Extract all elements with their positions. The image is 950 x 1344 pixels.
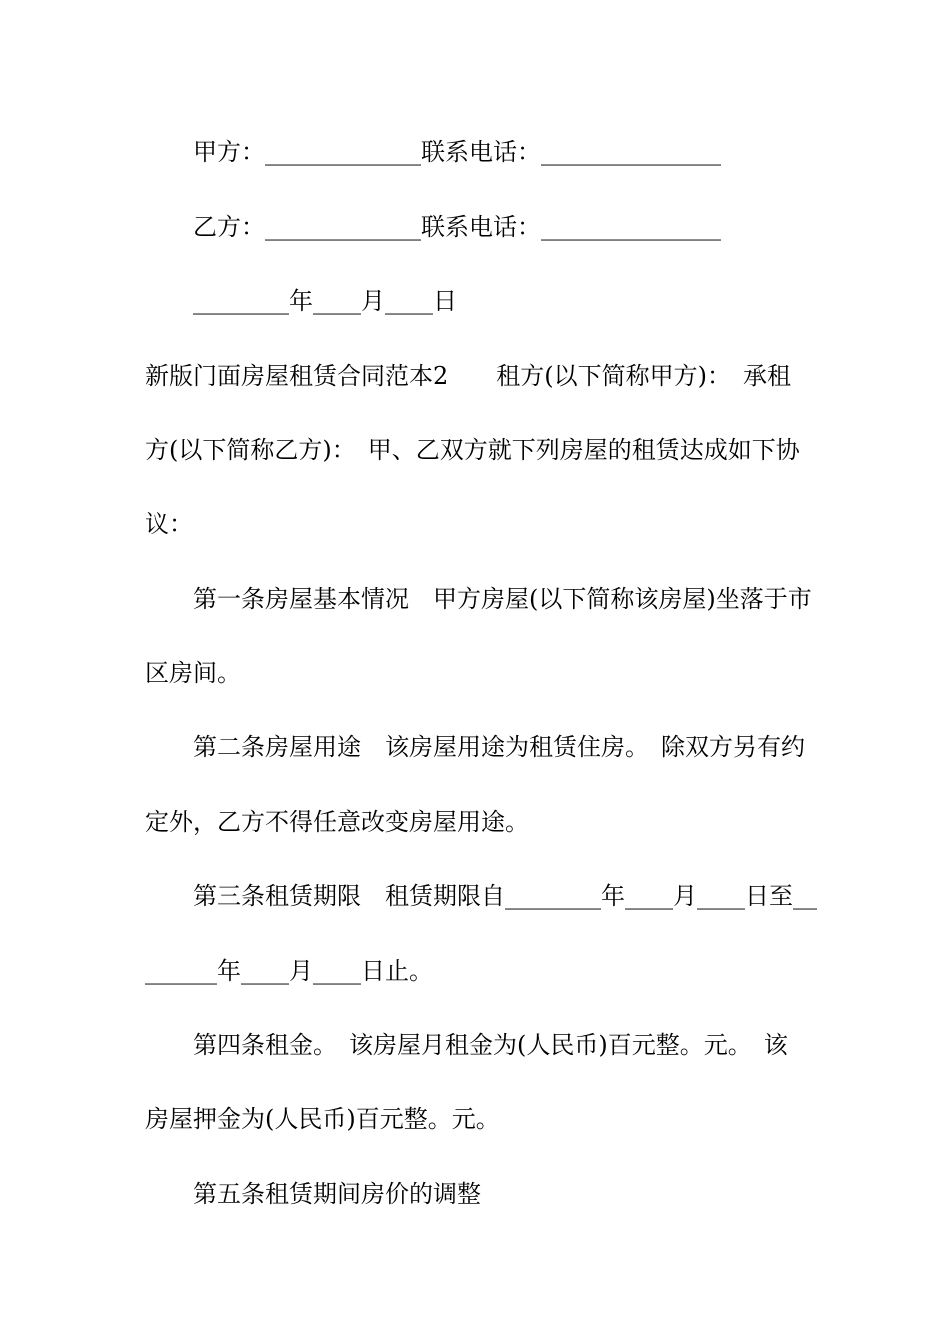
clause-3-heading-line: 第三条租赁期限 租赁期限自________年____月____日至__	[193, 882, 817, 910]
contract-title-line: 新版门面房屋租赁合同范本2 租方(以下简称甲方)： 承租	[145, 362, 791, 390]
paragraph-line: 议：	[145, 510, 193, 538]
clause-2-heading-line: 第二条房屋用途 该房屋用途为租赁住房。 除双方另有约	[193, 733, 805, 761]
paragraph-line: 方(以下简称乙方)： 甲、乙双方就下列房屋的租赁达成如下协	[145, 436, 800, 464]
paragraph-line: 区房间。	[145, 659, 241, 687]
date-line: ________年____月____日	[193, 287, 457, 315]
party-b-signature-line: 乙方：_____________联系电话：_______________	[193, 213, 721, 241]
paragraph-line: 房屋押金为(人民币)百元整。元。	[145, 1105, 500, 1133]
clause-4-heading-line: 第四条租金。 该房屋月租金为(人民币)百元整。元。 该	[193, 1031, 788, 1059]
paragraph-line: ______年____月____日止。	[145, 957, 433, 985]
clause-5-heading-line: 第五条租赁期间房价的调整	[193, 1180, 481, 1208]
paragraph-line: 定外，乙方不得任意改变房屋用途。	[145, 808, 529, 836]
clause-1-heading-line: 第一条房屋基本情况 甲方房屋(以下简称该房屋)坐落于市	[193, 585, 812, 613]
party-a-signature-line: 甲方：_____________联系电话：_______________	[193, 138, 721, 166]
